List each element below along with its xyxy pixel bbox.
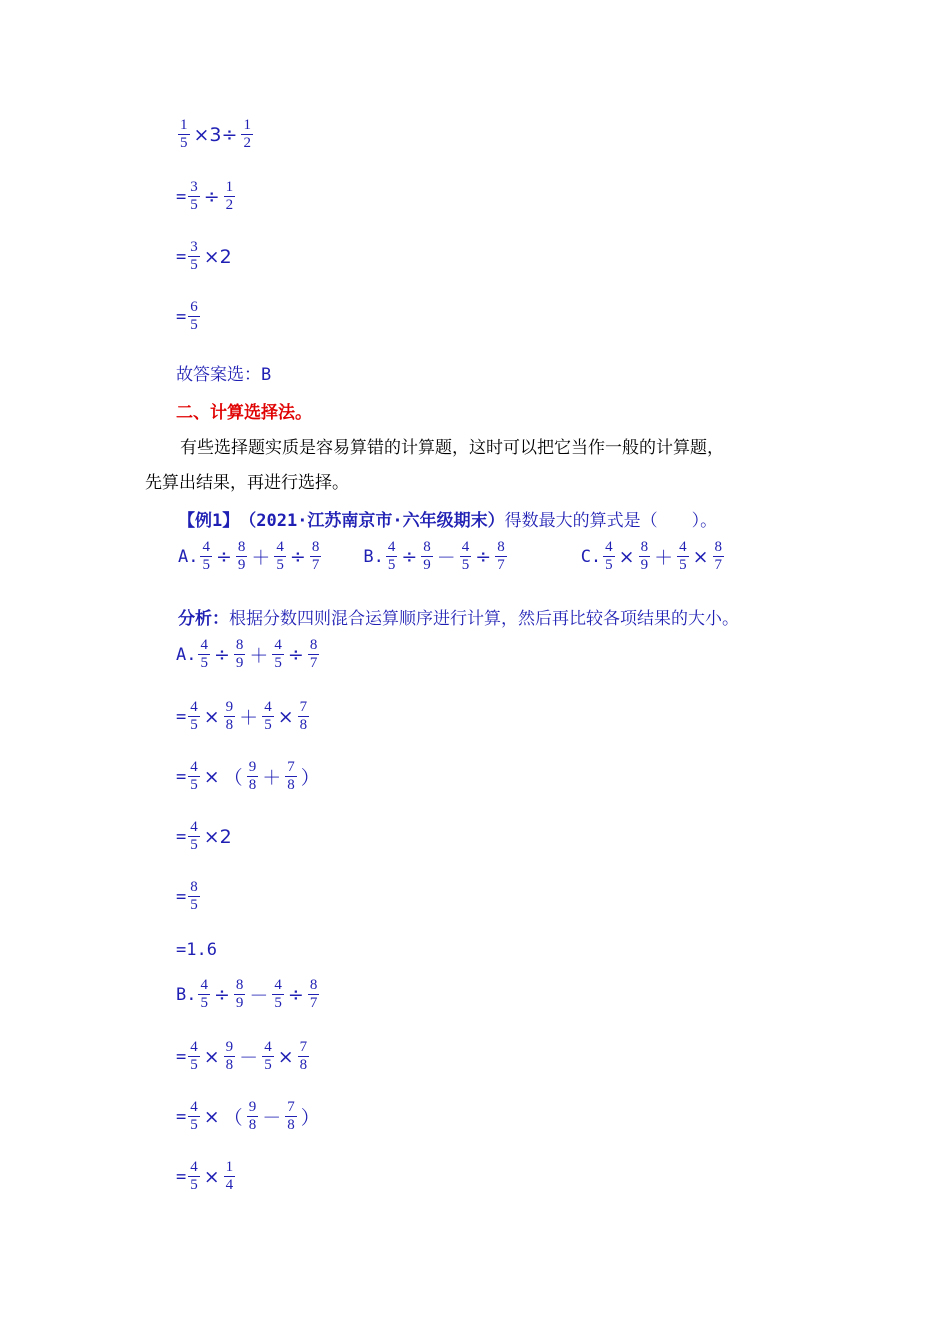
math-text: ÷ xyxy=(213,643,230,666)
fraction xyxy=(224,700,236,733)
math-text: 8 xyxy=(248,1117,257,1133)
math-text: ÷ xyxy=(401,545,418,568)
math-text: 8 xyxy=(190,879,198,895)
fraction xyxy=(188,1040,200,1073)
math-text: = xyxy=(176,706,187,727)
math-text: 4 xyxy=(190,1039,198,1055)
math-text: ÷ xyxy=(287,983,304,1006)
math-text: 6 xyxy=(190,299,198,315)
math-text: 5 xyxy=(200,995,208,1011)
math-text: 8 xyxy=(299,1057,308,1073)
step-a-1 xyxy=(176,638,321,671)
math-text: ÷ xyxy=(203,185,220,208)
math-text: ÷ xyxy=(289,545,306,568)
fraction xyxy=(224,1160,236,1193)
math-text: A. xyxy=(178,546,199,567)
step-a-4 xyxy=(176,820,234,853)
math-text: = xyxy=(176,1106,187,1127)
math-text: 7 xyxy=(497,557,505,573)
math-text: 7 xyxy=(287,1099,295,1115)
fraction xyxy=(241,118,253,151)
fraction xyxy=(262,1040,274,1073)
math-text: 5 xyxy=(190,317,198,333)
math-text: 得数最大的算式是（ ）。 xyxy=(504,511,718,531)
math-text: 8 xyxy=(235,977,244,993)
math-text: 4 xyxy=(225,1177,234,1193)
math-text: 4 xyxy=(202,539,210,555)
math-text: ÷ xyxy=(475,545,492,568)
math-text: 4 xyxy=(190,819,198,835)
math-text: 8 xyxy=(235,637,244,653)
fraction xyxy=(188,700,200,733)
math-text: 5 xyxy=(190,257,198,273)
math-text: 9 xyxy=(423,557,431,573)
fraction xyxy=(386,540,398,573)
math-text: ÷ xyxy=(213,983,230,1006)
math-text: 故答案选：B xyxy=(176,365,272,385)
math-text: × xyxy=(618,545,635,568)
fraction xyxy=(460,540,472,573)
fraction xyxy=(285,760,297,793)
math-text: ×3÷ xyxy=(193,123,238,146)
math-text: 5 xyxy=(200,655,208,671)
fraction xyxy=(298,1040,310,1073)
math-text: 【例1】 xyxy=(178,511,240,531)
math-text: 分析： xyxy=(178,609,229,629)
fraction xyxy=(200,540,212,573)
math-text: × xyxy=(692,545,709,568)
math-text: － xyxy=(436,547,456,569)
fraction xyxy=(198,638,210,671)
math-text: 5 xyxy=(387,557,396,573)
calc-line-2 xyxy=(176,180,237,213)
paragraph-line-2 xyxy=(145,468,349,493)
step-a-2 xyxy=(176,700,311,733)
math-text: 8 xyxy=(640,539,649,555)
fraction xyxy=(272,978,284,1011)
math-text: 4 xyxy=(461,539,470,555)
fraction xyxy=(308,638,320,671)
math-text: （ xyxy=(223,1107,243,1129)
math-text: 5 xyxy=(274,655,282,671)
fraction xyxy=(188,820,200,853)
step-b-4 xyxy=(176,1160,237,1193)
math-text: 4 xyxy=(190,699,198,715)
math-text: 4 xyxy=(200,637,208,653)
option-b xyxy=(363,540,508,573)
math-text: × xyxy=(203,765,220,788)
math-text: 5 xyxy=(180,135,188,151)
math-text: × xyxy=(203,1045,220,1068)
option-a xyxy=(178,540,323,573)
math-text: 4 xyxy=(387,539,396,555)
calc-line-4 xyxy=(176,300,202,333)
math-text: 8 xyxy=(714,539,723,555)
math-text: 4 xyxy=(274,637,282,653)
math-text: 8 xyxy=(309,977,318,993)
math-text: × xyxy=(203,1165,220,1188)
math-text: 5 xyxy=(190,1117,198,1133)
math-text: （2021·江苏南京市·六年级期末） xyxy=(239,511,505,531)
math-text: 先算出结果，再进行选择。 xyxy=(145,473,349,493)
fraction xyxy=(234,638,246,671)
math-text: 4 xyxy=(679,539,687,555)
math-text: 9 xyxy=(248,759,257,775)
math-text: 8 xyxy=(299,717,308,733)
math-text: 4 xyxy=(605,539,613,555)
calc-line-1 xyxy=(176,118,255,151)
math-text: ×2 xyxy=(203,245,232,268)
step-b-3 xyxy=(176,1100,322,1133)
step-a-3 xyxy=(176,760,322,793)
math-text: 5 xyxy=(190,197,198,213)
fraction xyxy=(262,700,274,733)
math-text: ＋ xyxy=(239,707,259,729)
math-text: ×2 xyxy=(203,825,232,848)
math-text: × xyxy=(277,705,294,728)
math-text: 8 xyxy=(309,637,318,653)
math-text: 4 xyxy=(190,1099,198,1115)
math-text: 5 xyxy=(190,837,198,853)
math-text: C. xyxy=(580,546,602,567)
math-text: 5 xyxy=(190,897,198,913)
math-text: = xyxy=(176,1046,187,1067)
math-text: ＋ xyxy=(654,547,674,569)
fraction xyxy=(308,978,320,1011)
math-text: 9 xyxy=(640,557,649,573)
math-text: 根据分数四则混合运算顺序进行计算，然后再比较各项结果的大小。 xyxy=(229,609,739,629)
math-text: 5 xyxy=(264,717,272,733)
math-text: 8 xyxy=(423,539,431,555)
math-text: 7 xyxy=(311,557,320,573)
step-b-2 xyxy=(176,1040,311,1073)
fraction xyxy=(188,1100,200,1133)
math-text: 5 xyxy=(190,717,198,733)
math-text: 3 xyxy=(190,179,198,195)
math-text: 7 xyxy=(287,759,295,775)
math-text: = xyxy=(176,826,187,847)
math-text: － xyxy=(239,1047,259,1069)
math-text: = xyxy=(176,766,187,787)
math-text: 二、计算选择法。 xyxy=(176,403,312,423)
math-text: 9 xyxy=(237,557,246,573)
fraction xyxy=(188,240,200,273)
math-text: 8 xyxy=(237,539,246,555)
math-text: 7 xyxy=(299,699,308,715)
analysis-line xyxy=(178,604,739,629)
math-text: 9 xyxy=(235,655,244,671)
math-text: － xyxy=(249,985,269,1007)
step-b-1 xyxy=(176,978,321,1011)
math-text: ÷ xyxy=(215,545,232,568)
fraction xyxy=(224,1040,236,1073)
math-text: ＋ xyxy=(251,547,271,569)
math-text: 8 xyxy=(225,1057,234,1073)
math-text: = xyxy=(176,1166,187,1187)
option-c xyxy=(581,540,726,573)
math-text: 1 xyxy=(180,117,188,133)
math-text: 1 xyxy=(243,117,251,133)
math-text: 8 xyxy=(225,717,234,733)
fraction xyxy=(247,760,259,793)
math-text: 2 xyxy=(225,197,234,213)
math-text: = xyxy=(176,186,187,207)
fraction xyxy=(188,180,200,213)
fraction xyxy=(234,978,246,1011)
section-heading xyxy=(176,398,312,423)
math-text: 5 xyxy=(190,777,198,793)
math-text: ） xyxy=(300,1107,320,1129)
math-text: × xyxy=(203,705,220,728)
math-text: 8 xyxy=(311,539,320,555)
math-text: ） xyxy=(300,767,320,789)
math-text: ＋ xyxy=(249,645,269,667)
fraction xyxy=(421,540,433,573)
fraction xyxy=(188,300,200,333)
fraction xyxy=(188,1160,200,1193)
math-text: 3 xyxy=(190,239,198,255)
fraction xyxy=(495,540,507,573)
math-text: 7 xyxy=(309,995,318,1011)
fraction xyxy=(677,540,689,573)
fraction xyxy=(639,540,651,573)
math-text: － xyxy=(262,1107,282,1129)
math-text: 5 xyxy=(276,557,284,573)
math-text: 5 xyxy=(190,1177,198,1193)
paragraph-line-1 xyxy=(180,433,724,458)
math-text: 9 xyxy=(248,1099,257,1115)
math-text: 4 xyxy=(276,539,284,555)
math-text: 8 xyxy=(287,777,295,793)
math-text: 4 xyxy=(200,977,208,993)
math-text: 5 xyxy=(679,557,687,573)
math-text: 7 xyxy=(309,655,318,671)
math-text: 5 xyxy=(274,995,282,1011)
math-text: ＋ xyxy=(262,767,282,789)
math-text: ÷ xyxy=(287,643,304,666)
math-text: 7 xyxy=(714,557,723,573)
math-text: 2 xyxy=(243,135,251,151)
math-text: 5 xyxy=(190,1057,198,1073)
math-text: 7 xyxy=(299,1039,308,1055)
fraction xyxy=(272,638,284,671)
math-text: 4 xyxy=(190,1159,198,1175)
math-text: 4 xyxy=(264,699,272,715)
math-text: 5 xyxy=(605,557,613,573)
math-text: 9 xyxy=(225,1039,234,1055)
math-text: 4 xyxy=(274,977,282,993)
options-line xyxy=(178,540,726,573)
math-text: 4 xyxy=(190,759,198,775)
math-text: 1 xyxy=(225,1159,234,1175)
math-text: （ xyxy=(223,767,243,789)
math-text: 8 xyxy=(248,777,257,793)
calc-line-3 xyxy=(176,240,234,273)
fraction xyxy=(603,540,615,573)
fraction xyxy=(247,1100,259,1133)
answer-line xyxy=(176,360,271,385)
math-text: B. xyxy=(176,984,197,1005)
math-text: 有些选择题实质是容易算错的计算题，这时可以把它当作一般的计算题， xyxy=(180,438,724,458)
fraction xyxy=(274,540,286,573)
math-text: 9 xyxy=(225,699,234,715)
fraction xyxy=(198,978,210,1011)
fraction xyxy=(178,118,190,151)
fraction xyxy=(285,1100,297,1133)
math-text: 5 xyxy=(202,557,210,573)
fraction xyxy=(224,180,236,213)
math-text: = xyxy=(176,246,187,267)
step-a-5 xyxy=(176,880,202,913)
fraction xyxy=(236,540,248,573)
step-a-6 xyxy=(176,940,217,960)
fraction xyxy=(298,700,310,733)
math-text: 8 xyxy=(287,1117,295,1133)
example-header xyxy=(178,506,717,531)
fraction xyxy=(188,880,200,913)
math-text: 4 xyxy=(264,1039,272,1055)
math-text: 5 xyxy=(264,1057,272,1073)
math-text: × xyxy=(203,1105,220,1128)
math-text: 1 xyxy=(225,179,234,195)
math-text: 5 xyxy=(461,557,470,573)
fraction xyxy=(310,540,322,573)
math-text: × xyxy=(277,1045,294,1068)
math-text: = xyxy=(176,886,187,907)
fraction xyxy=(188,760,200,793)
math-text: = xyxy=(176,306,187,327)
math-text: =1.6 xyxy=(176,940,217,960)
math-text: 9 xyxy=(235,995,244,1011)
math-text: A. xyxy=(176,644,197,665)
math-text: B. xyxy=(363,546,384,567)
math-text: 8 xyxy=(497,539,505,555)
fraction xyxy=(713,540,725,573)
